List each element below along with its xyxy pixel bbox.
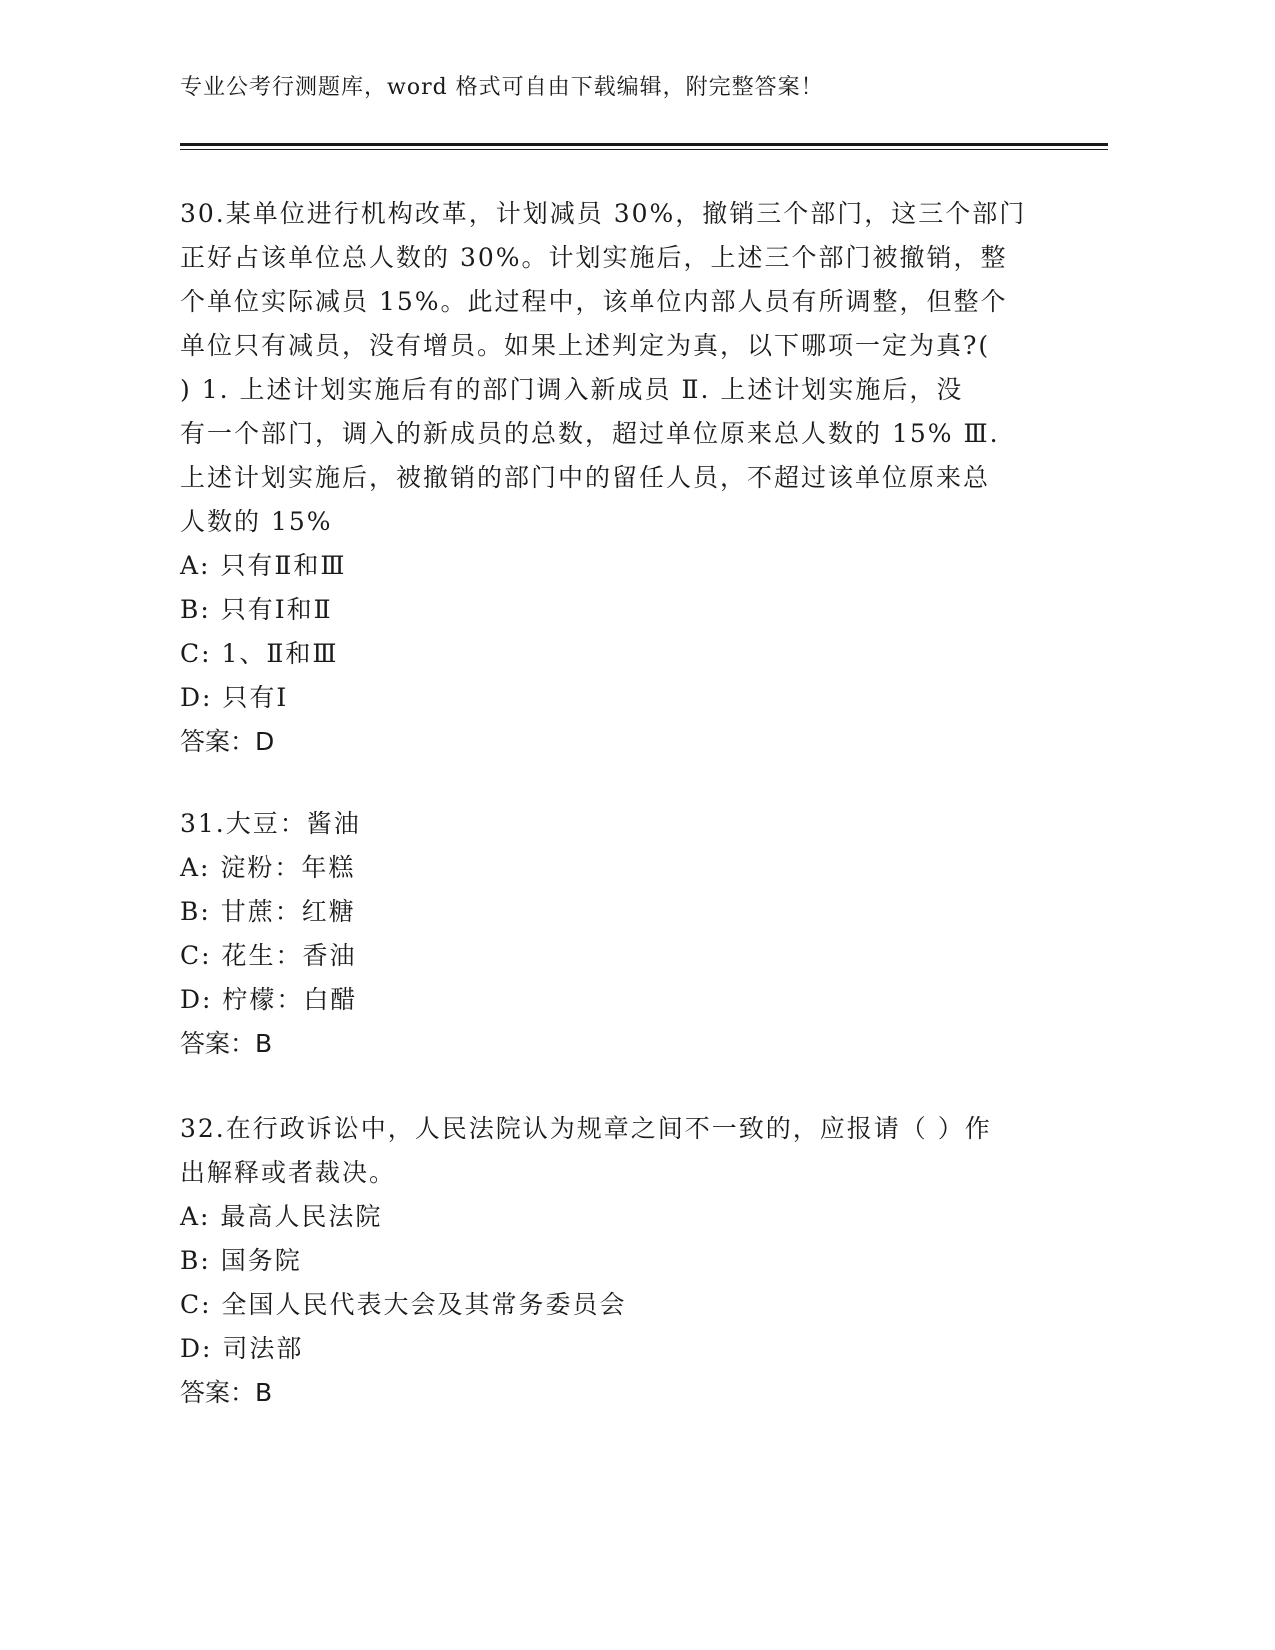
question-stem-line: 有一个部门，调入的新成员的总数，超过单位原来总人数的 15% Ⅲ.	[180, 419, 1000, 448]
option-a: A: 最高人民法院	[180, 1202, 383, 1231]
question-stem-line: 30.某单位进行机构改革，计划减员 30%，撤销三个部门，这三个部门	[180, 199, 1027, 228]
question-31	[180, 802, 1060, 1066]
answer-label: 答案：B	[180, 1029, 273, 1058]
option-d: D: 只有Ⅰ	[180, 683, 289, 712]
option-d: D: 柠檬：白醋	[180, 985, 358, 1014]
option-c: C: 全国人民代表大会及其常务委员会	[180, 1290, 627, 1319]
header-divider-thin	[180, 149, 1108, 150]
question-stem-line: 上述计划实施后，被撤销的部门中的留任人员，不超过该单位原来总	[180, 463, 991, 492]
page-header: 专业公考行测题库，word 格式可自由下载编辑，附完整答案！	[180, 75, 824, 100]
question-stem-line: 32.在行政诉讼中，人民法院认为规章之间不一致的，应报请（ ）作	[180, 1114, 992, 1143]
option-b: B: 国务院	[180, 1246, 302, 1275]
question-stem-line: ) 1. 上述计划实施后有的部门调入新成员 Ⅱ. 上述计划实施后，没	[180, 375, 964, 404]
question-32	[180, 1107, 1060, 1415]
option-d: D: 司法部	[180, 1334, 304, 1363]
option-c: C: 1、Ⅱ和Ⅲ	[180, 639, 339, 668]
option-c: C: 花生：香油	[180, 941, 357, 970]
question-30	[180, 192, 1060, 764]
option-b: B: 只有Ⅰ和Ⅱ	[180, 595, 333, 624]
question-stem-line: 正好占该单位总人数的 30%。计划实施后，上述三个部门被撤销，整	[180, 243, 1008, 272]
question-stem-line: 个单位实际减员 15%。此过程中，该单位内部人员有所调整，但整个	[180, 287, 1008, 316]
question-stem-line: 人数的 15%	[180, 507, 333, 536]
question-stem-line: 出解释或者裁决。	[180, 1158, 397, 1187]
option-a: A: 淀粉：年糕	[180, 853, 356, 882]
header-divider-thick	[180, 143, 1108, 146]
question-stem-line: 31.大豆：酱油	[180, 809, 361, 838]
answer-label: 答案：D	[180, 727, 275, 756]
question-stem-line: 单位只有减员，没有增员。如果上述判定为真，以下哪项一定为真?(	[180, 331, 991, 360]
answer-label: 答案：B	[180, 1378, 273, 1407]
option-a: A: 只有Ⅱ和Ⅲ	[180, 551, 347, 580]
option-b: B: 甘蔗：红糖	[180, 897, 356, 926]
